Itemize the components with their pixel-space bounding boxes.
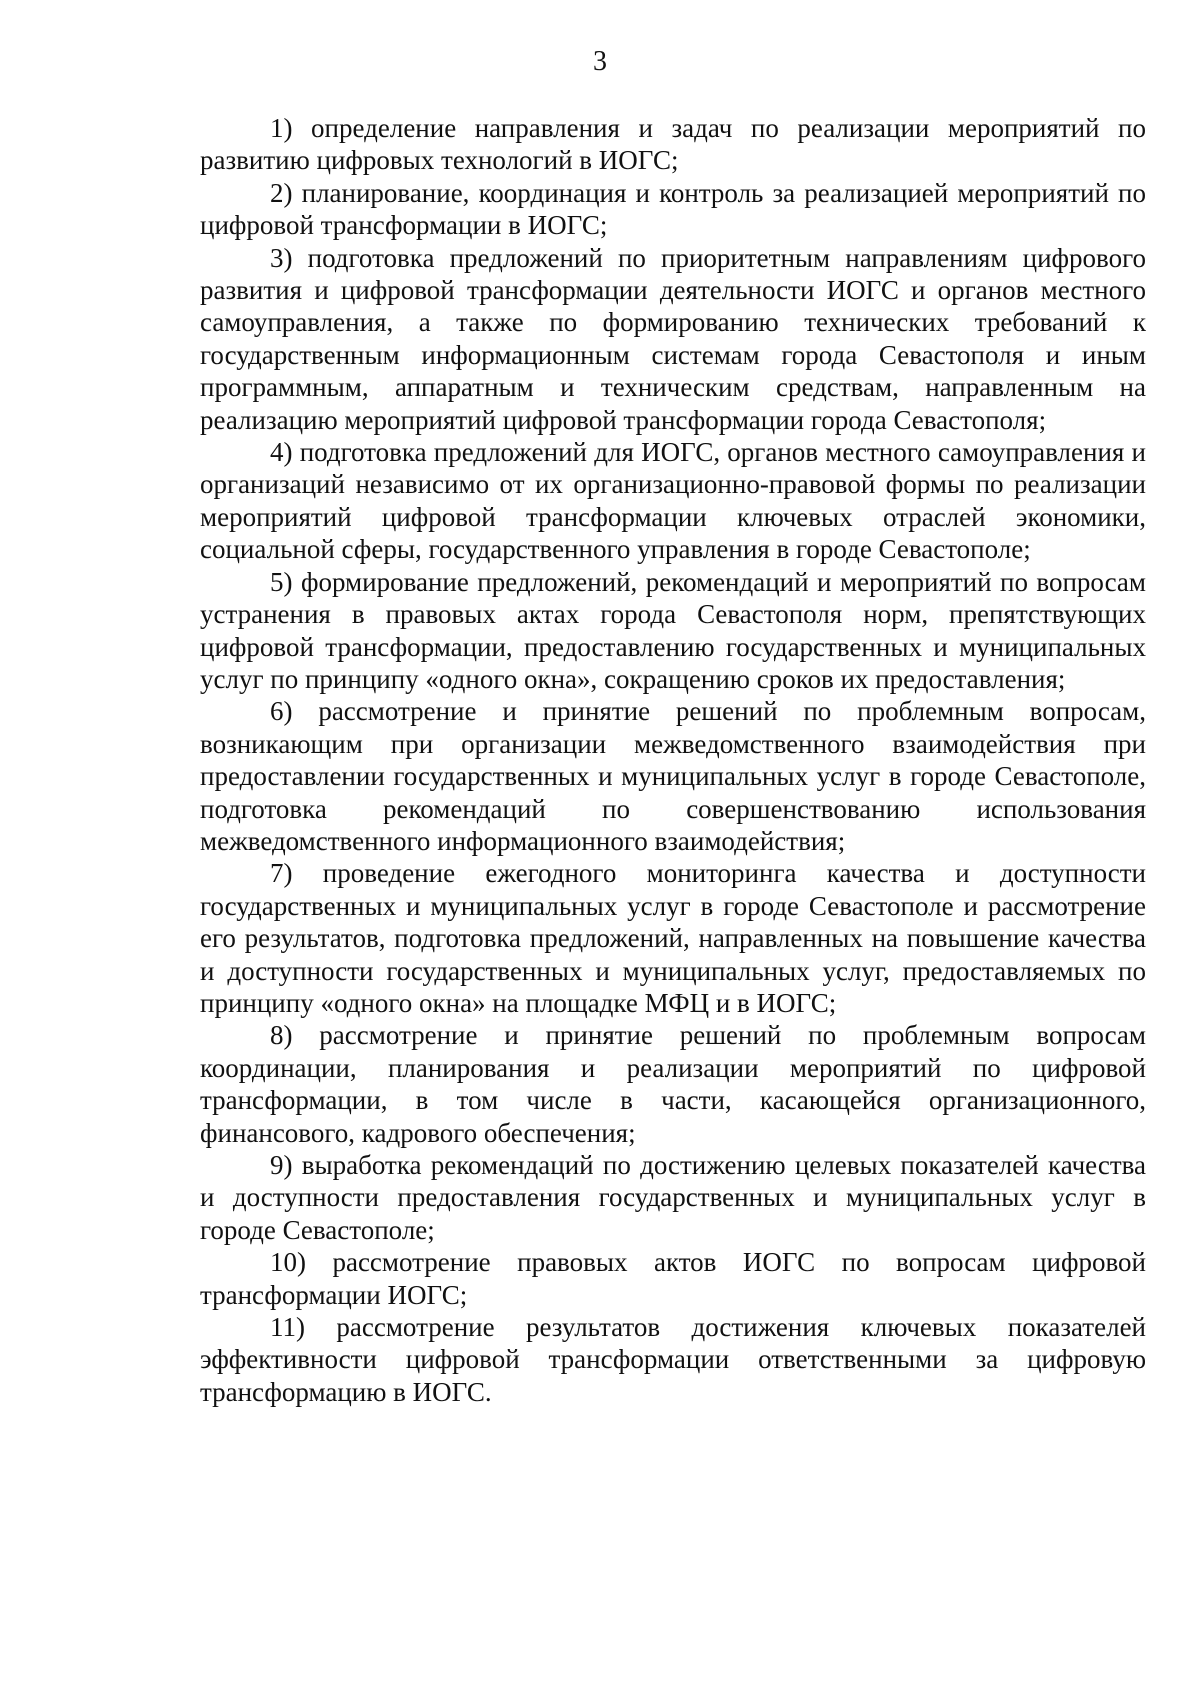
list-item: 11) рассмотрение результатов достижения ключевых показателей эффективности цифровой трансформации ответственными за цифровую трансформацию в ИОГС. — [200, 1312, 1146, 1407]
list-item: 8) рассмотрение и принятие решений по проблемным вопросам координации, планирования и реализации мероприятий по цифровой трансформации, в том числе в части, касающейся организационного, финансового, кадрового обеспечения; — [200, 1020, 1146, 1148]
list-item: 9) выработка рекомендаций по достижению целевых показателей качества и доступности предоставления государственных и муниципальных услуг в городе Севастополе; — [200, 1150, 1146, 1245]
list-item: 4) подготовка предложений для ИОГС, органов местного самоуправления и организаций независимо от их организационно-правовой формы по реализации мероприятий цифровой трансформации ключевых отраслей экономики, социальной сферы, государственного управления в городе Севастополе; — [200, 437, 1146, 565]
list-item: 5) формирование предложений, рекомендаций и мероприятий по вопросам устранения в правовых актах города Севастополя норм, препятствующих цифровой трансформации, предоставлению государственных и муниципальных услуг по принципу «одного окна», сокращению сроков их предоставления; — [200, 566, 1146, 694]
list-item: 7) проведение ежегодного мониторинга качества и доступности государственных и муниципальных услуг в городе Севастополе и рассмотрение его результатов, подготовка предложений, направленных на повышение качества и доступности государственных и муниципальных услуг, предоставляемых по принципу «одного окна» на площадке МФЦ и в ИОГС; — [200, 858, 1146, 1018]
list-item: 2) планирование, координация и контроль за реализацией мероприятий по цифровой трансформации в ИОГС; — [200, 177, 1146, 241]
document-body — [200, 112, 1146, 1408]
list-item: 10) рассмотрение правовых актов ИОГС по вопросам цифровой трансформации ИОГС; — [200, 1247, 1146, 1310]
list-item: 3) подготовка предложений по приоритетным направлениям цифрового развития и цифровой трансформации деятельности ИОГС и органов местного самоуправления, а также по формированию технических требований к государственным информационным системам города Севастополя и иным программным, аппаратным и техническим средствам, направленным на реализацию мероприятий цифровой трансформации города Севастополя; — [200, 242, 1146, 435]
list-item: 6) рассмотрение и принятие решений по проблемным вопросам, возникающим при организации межведомственного взаимодействия при предоставлении государственных и муниципальных услуг в городе Севастополе, подготовка рекомендаций по совершенствованию использования межведомственного информационного взаимодействия; — [200, 696, 1146, 856]
list-item: 1) определение направления и задач по реализации мероприятий по развитию цифровых технологий в ИОГС; — [200, 113, 1146, 176]
page-number: 3 — [593, 46, 607, 77]
